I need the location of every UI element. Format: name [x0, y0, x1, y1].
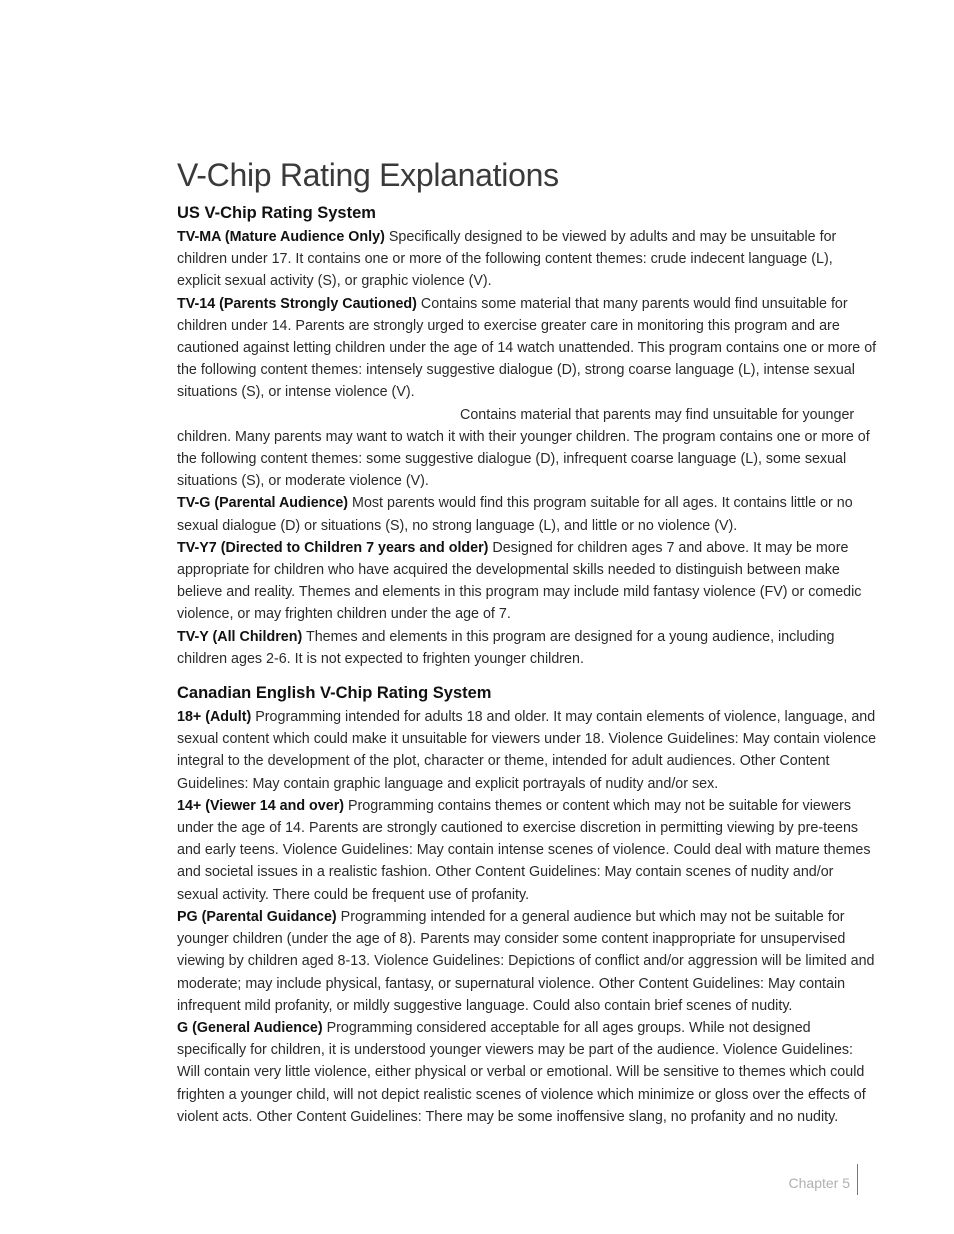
- page-footer: [700, 1164, 858, 1195]
- footer-divider: [857, 1164, 858, 1195]
- rating-entry-tv-ma: [177, 226, 877, 293]
- rating-entry-tv-14: [177, 293, 877, 404]
- rating-term: PG (Parental Guidance): [177, 908, 337, 925]
- rating-entry-14-plus: [177, 795, 877, 906]
- rating-term: 18+ (Adult): [177, 709, 252, 726]
- rating-term: TV-MA (Mature Audience Only): [177, 229, 385, 245]
- rating-description: Themes and elements in this program are designed for a young audience, including children ages 2-6. It is not expected to frighten younger children.: [177, 628, 835, 667]
- page-title: V-Chip Rating Explanations: [177, 157, 559, 193]
- section-heading-us: US V-Chip Rating System: [177, 204, 376, 222]
- rating-description: Contains material that parents may find unsuitable for younger children. Many parents may want to watch it with their younger children. The program contains one or more of the following content themes: some suggestive dialogue (D), infrequent coarse language (L), some sexual situations (S), or moderate violence (V).: [177, 406, 870, 490]
- rating-description: Programming contains themes or content which may not be suitable for viewers under the age of 14. Parents are strongly cautioned to exercise discretion in permitting viewing by pre-teens and early teens. Violence Guidelines: May contain intense scenes of violence. Could deal with mature themes and societal issues in a realistic fashion. Other Content Guidelines: May contain scenes of nudity and/or sexual activity. There could be frequent use of profanity.: [177, 797, 871, 903]
- section-heading-canadian: Canadian English V-Chip Rating System: [177, 684, 492, 703]
- rating-entry-tv-g: [177, 492, 877, 536]
- rating-description: Programming considered acceptable for all ages groups. While not designed specifically for children, it is understood younger viewers may be part of the audience. Violence Guidelines: Will contain very little violence, either physical or verbal or emotional. Will be sensitive to themes which could frighten a younger child, will not depict realistic scenes of violence which minimize or gloss over the effects of violent acts. Other Content Guidelines: There may be some inoffensive slang, no profanity and no nudity.: [177, 1019, 866, 1125]
- rating-entry-tv-pg: [177, 404, 877, 493]
- rating-entry-g: [177, 1017, 877, 1128]
- chapter-label: Chapter 5: [788, 1175, 850, 1191]
- rating-entry-18-plus: [177, 706, 877, 795]
- rating-description: Specifically designed to be viewed by adults and may be unsuitable for children under 17. It contains one or more of the following content themes: crude indecent language (L), explicit sexual activity (S), or graphic violence (V).: [177, 229, 837, 290]
- rating-description: Contains some material that many parents would find unsuitable for children under 14. Parents are strongly urged to exercise greater care in monitoring this program and are cautioned against letting children under the age of 14 watch unattended. This program contains one or more of the following content themes: intensely suggestive dialogue (D), strong coarse language (L), intense sexual situations (S), or intense violence (V).: [177, 295, 877, 401]
- rating-term: G (General Audience): [177, 1019, 323, 1036]
- rating-description: Designed for children ages 7 and above. It may be more appropriate for children who have acquired the developmental skills needed to distinguish between make believe and reality. Themes and elements in this program may include mild fantasy violence (FV) or comedic violence, or may frighten children under the age of 7.: [177, 539, 862, 623]
- rating-term: TV-14 (Parents Strongly Cautioned): [177, 295, 417, 312]
- rating-description: Most parents would find this program suitable for all ages. It contains little or no sexual dialogue (D) or situations (S), no strong language (L), and little or no violence (V).: [177, 495, 853, 534]
- rating-entry-pg: [177, 906, 877, 1017]
- page-content: [177, 154, 877, 1128]
- rating-description: Programming intended for adults 18 and older. It may contain elements of violence, language, and sexual content which could make it unsuitable for viewers under 18. Violence Guidelines: May contain violence integral to the development of the plot, character or theme, intended for adult audiences. Other Content Guidelines: May contain graphic language and explicit portrayals of nudity and/or sex.: [177, 709, 877, 792]
- rating-term: 14+ (Viewer 14 and over): [177, 797, 345, 814]
- rating-entry-tv-y7: [177, 537, 877, 626]
- rating-term: TV-G (Parental Audience): [177, 495, 349, 512]
- rating-entry-tv-y: [177, 626, 877, 670]
- rating-term: TV-Y (All Children): [177, 628, 303, 645]
- rating-term: TV-Y7 (Directed to Children 7 years and older): [177, 539, 489, 556]
- rating-description: Programming intended for a general audience but which may not be suitable for younger children (under the age of 8). Parents may consider some content inappropriate for unsupervised viewing by children aged 8-13. Violence Guidelines: Depictions of conflict and/or aggression will be limited and moderate; may include physical, fantasy, or supernatural violence. Other Content Guidelines: May contain infrequent mild profanity, or mildly suggestive language. Could also contain brief scenes of nudity.: [177, 908, 875, 1014]
